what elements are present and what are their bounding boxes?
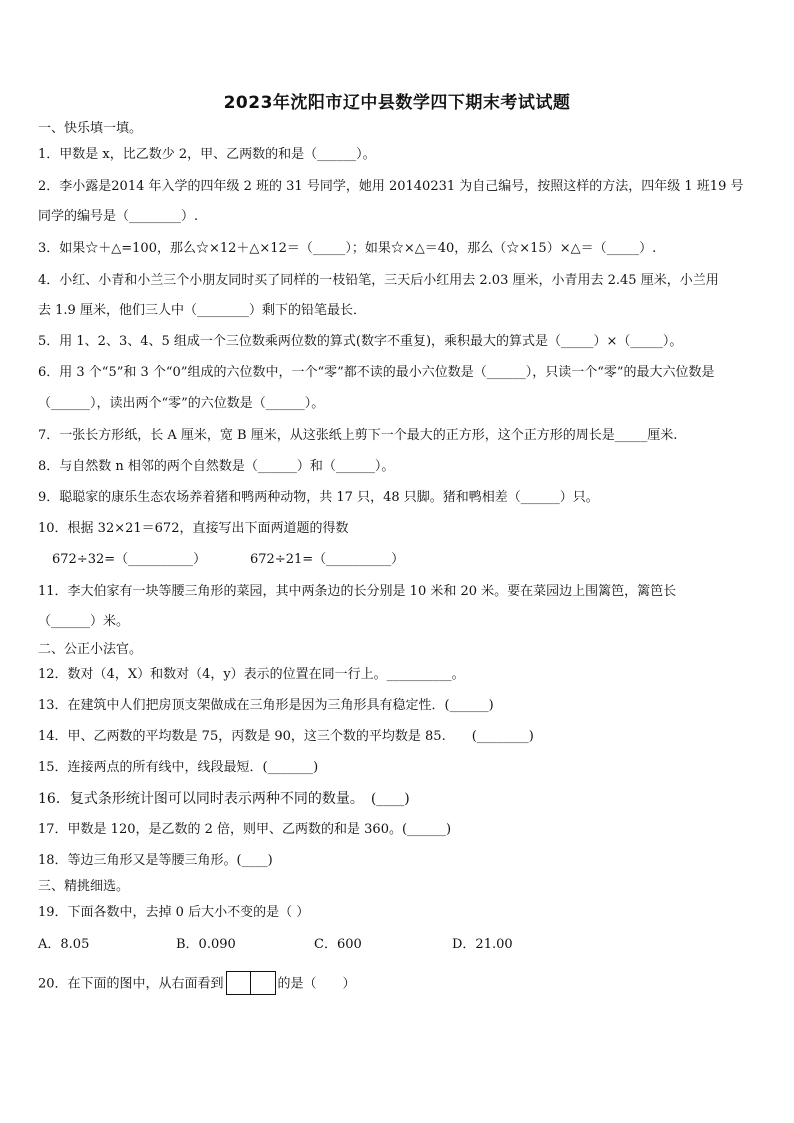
question-3: 3．如果☆＋△=100，那么☆×12＋△×12＝（_____）；如果☆×△＝40，那么（☆×15）×△＝（_____）. [38, 241, 657, 256]
section-heading-3: 三、精挑细选。 [38, 879, 130, 894]
question-19-options [38, 936, 758, 954]
question-20 [38, 972, 768, 996]
question-1: 1．甲数是 x，比乙数少 2，甲、乙两数的和是（______）。 [38, 147, 376, 162]
option-a: A．8.05 [38, 937, 90, 952]
question-10-line-1: 10．根据 32×21＝672，直接写出下面两道题的得数 [38, 521, 349, 536]
question-11-line-1: 11．李大伯家有一块等腰三角形的菜园，其中两条边的长分别是 10 米和 20 米。要在菜园边上围篱笆，篱笆长 [38, 584, 677, 599]
option-c: C．600 [314, 937, 362, 952]
question-12: 12．数对（4，X）和数对（4，y）表示的位置在同一行上。__________。 [38, 667, 465, 682]
question-4-line-2: 去 1.9 厘米，他们三人中（________）剩下的铅笔最长． [38, 303, 366, 318]
section-heading-1: 一、快乐填一填。 [38, 121, 143, 136]
question-4-line-1: 4．小红、小青和小兰三个小朋友同时买了同样的一枝铅笔，三天后小红用去 2.03 厘米，小青用去 2.45 厘米，小兰用 [38, 273, 719, 288]
option-b: B．0.090 [176, 937, 236, 952]
question-2-line-2: 同学的编号是（________）. [38, 209, 199, 224]
question-14: 14．甲、乙两数的平均数是 75，丙数是 90，这三个数的平均数是 85. (________) [38, 729, 534, 744]
question-7: 7．一张长方形纸，长 A 厘米，宽 B 厘米，从这张纸上剪下一个最大的正方形，这个正方形的周长是_____厘米. [38, 428, 678, 443]
question-17: 17．甲数是 120，是乙数的 2 倍，则甲、乙两数的和是 360。(______) [38, 822, 452, 837]
page-title: 2023年沈阳市辽中县数学四下期末考试试题 [223, 93, 571, 113]
question-10-item-1: 672÷32=（__________） [52, 552, 207, 567]
question-8: 8．与自然数 n 相邻的两个自然数是（______）和（______）。 [38, 459, 395, 474]
question-10-item-2: 672÷21=（__________） [250, 552, 405, 567]
two-square-figure [226, 971, 276, 995]
section-heading-2: 二、公正小法官。 [38, 642, 143, 657]
option-d: D．21.00 [452, 937, 513, 952]
question-6-line-2: （______），读出两个“零”的六位数是（______）。 [38, 396, 325, 411]
question-20-text-1: 20．在下面的图中，从右面看到 [38, 976, 224, 992]
question-16: 16．复式条形统计图可以同时表示两种不同的数量。 (____) [38, 791, 410, 807]
question-20-text-2: 的是（ ） [277, 976, 356, 992]
question-5: 5．用 1、2、3、4、5 组成一个三位数乘两位数的算式(数字不重复)，乘积最大的算式是（_____）×（_____）。 [38, 334, 683, 349]
question-13: 13．在建筑中人们把房顶支架做成在三角形是因为三角形具有稳定性．(______) [38, 698, 494, 713]
question-11-line-2: （______）米。 [38, 614, 130, 629]
question-19: 19．下面各数中，去掉 0 后大小不变的是（ ） [38, 905, 310, 920]
question-6-line-1: 6．用 3 个“5”和 3 个“0”组成的六位数中，一个“零”都不读的最小六位数是（______），只读一个“零”的最大六位数是 [38, 365, 715, 380]
question-18: 18．等边三角形又是等腰三角形。(____) [38, 853, 273, 868]
question-9: 9．聪聪家的康乐生态农场养着猪和鸭两种动物，共 17 只，48 只脚。猪和鸭相差（______）只。 [38, 490, 599, 505]
question-2-line-1: 2．李小露是2014 年入学的四年级 2 班的 31 号同学，她用 20140231 为自己编号，按照这样的方法，四年级 1 班19 号 [38, 179, 744, 194]
question-15: 15．连接两点的所有线中，线段最短．(_______) [38, 760, 319, 775]
